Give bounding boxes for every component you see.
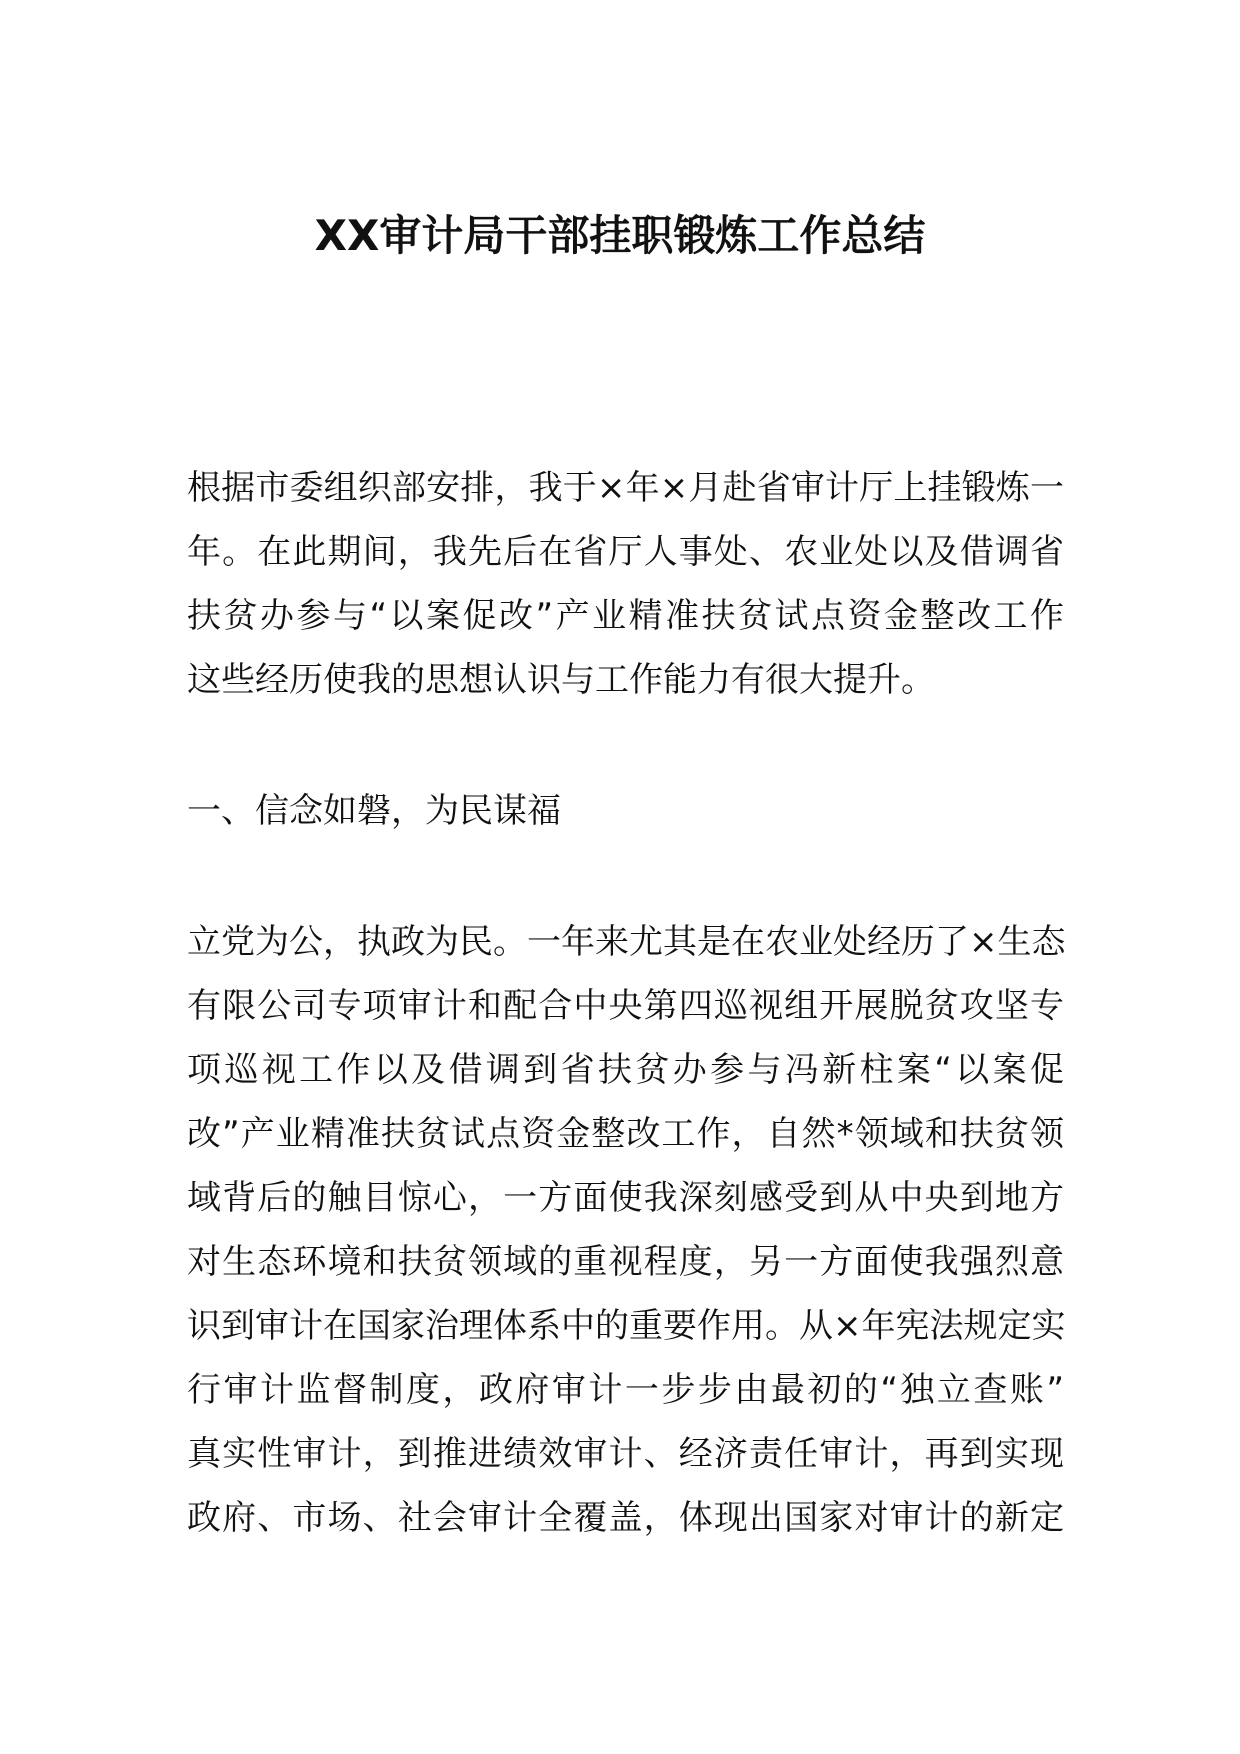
- text-line: 改”产业精准扶贫试点资金整改工作，自然*领域和扶贫领: [187, 1114, 1064, 1154]
- intro-paragraph: [187, 456, 1064, 712]
- text-line: 项巡视工作以及借调到省扶贫办参与冯新柱案“以案促: [187, 1050, 1064, 1090]
- text-line: 政府、市场、社会审计全覆盖，体现出国家对审计的新定: [187, 1498, 1064, 1538]
- text-line: 识到审计在国家治理体系中的重要作用。从×年宪法规定实: [187, 1306, 1066, 1346]
- section-heading: [187, 779, 1064, 843]
- text-line: 这些经历使我的思想认识与工作能力有很大提升。: [187, 660, 935, 700]
- section1-heading: 一、信念如磐，为民谋福: [187, 791, 561, 831]
- text-line: 立党为公，执政为民。一年来尤其是在农业处经历了×生态: [187, 922, 1066, 962]
- text-line: 年。在此期间，我先后在省厅人事处、农业处以及借调省: [187, 532, 1064, 572]
- section1-paragraph: [187, 910, 1064, 1550]
- text-line: 对生态环境和扶贫领域的重视程度，另一方面使我强烈意: [187, 1242, 1064, 1282]
- document-title: XX审计局干部挂职锻炼工作总结: [314, 211, 926, 260]
- text-line: 扶贫办参与“以案促改”产业精准扶贫试点资金整改工作: [187, 596, 1064, 636]
- text-line: 有限公司专项审计和配合中央第四巡视组开展脱贫攻坚专: [187, 986, 1064, 1026]
- text-line: 域背后的触目惊心，一方面使我深刻感受到从中央到地方: [187, 1178, 1064, 1218]
- text-line: 行审计监督制度，政府审计一步步由最初的“独立查账”: [187, 1370, 1064, 1410]
- text-line: 真实性审计，到推进绩效审计、经济责任审计，再到实现: [187, 1434, 1064, 1474]
- text-line: 根据市委组织部安排，我于×年×月赴省审计厅上挂锻炼一: [187, 468, 1064, 508]
